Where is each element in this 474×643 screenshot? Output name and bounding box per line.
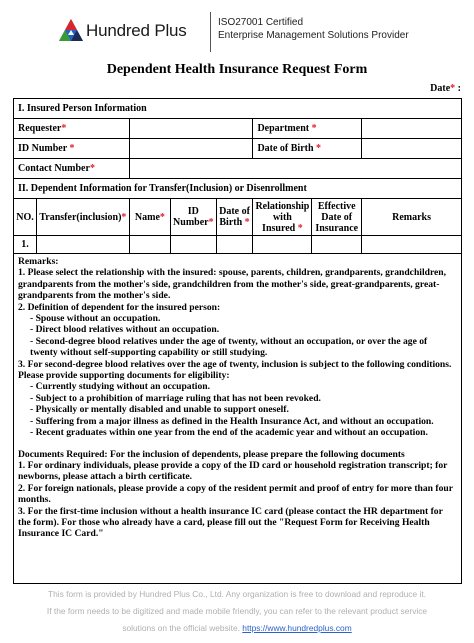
required-mark: * <box>450 83 456 94</box>
brand-name: Hundred Plus <box>86 21 187 40</box>
transfer-field[interactable] <box>36 236 129 254</box>
document-line: 3. For the first-time inclusion without a health insurance IC card (please contact the HR department for the form). For those who already have a card, please fill out the "Request Form for Receiving Health Insurance IC Card." <box>18 505 443 540</box>
col-effective-date: Effective Date of Insurance <box>312 199 362 236</box>
remark-line: - Physically or mentally disabled and unable to support oneself. <box>30 404 289 416</box>
requester-label: Requester* <box>14 119 130 139</box>
remark-line: - Currently studying without an occupation. <box>30 381 210 393</box>
date-label: Date <box>430 83 451 94</box>
dependent-row <box>14 236 462 254</box>
document-line: 2. For foreign nationals, please provide a copy of the resident permit and proof of entry for more than four months. <box>18 482 453 506</box>
footer-line-2: If the form needs to be digitized and made mobile friendly, you can refer to the relevant product service <box>46 606 428 616</box>
dependent-id-field[interactable] <box>171 236 217 254</box>
name-field[interactable] <box>129 236 170 254</box>
col-id-number: ID Number* <box>171 199 217 236</box>
col-date-of-birth: Date of Birth * <box>216 199 253 236</box>
effective-date-field[interactable] <box>312 236 362 254</box>
website-link[interactable]: https://www.hundredplus.com <box>242 623 352 633</box>
department-field[interactable] <box>362 119 462 139</box>
certification-text <box>218 16 409 42</box>
section-2-heading: II. Dependent Information for Transfer(Inclusion) or Disenrollment <box>14 179 462 199</box>
relationship-field[interactable] <box>253 236 312 254</box>
remark-line: - Spouse without an occupation. <box>30 313 161 325</box>
page-header <box>0 0 474 58</box>
remark-line: - Recent graduates within one year from the end of the academic year and without an occupation. <box>30 427 428 439</box>
id-number-field[interactable] <box>129 139 253 159</box>
cert-line-1: ISO27001 Certified <box>218 17 304 28</box>
form-title: Dependent Health Insurance Request Form <box>106 62 368 77</box>
col-relationship: Relationship with Insured * <box>253 199 312 236</box>
insurance-form-table <box>13 98 462 584</box>
footer-line-1: This form is provided by Hundred Plus Co., Ltd. Any organization is free to download and reproduce it. <box>47 589 426 599</box>
cert-line-2: Enterprise Management Solutions Provider <box>218 30 409 41</box>
col-no: NO. <box>14 199 37 236</box>
footer-line-3: solutions on the official website. https://www.hundredplus.com <box>122 623 352 633</box>
dependent-header-row <box>14 199 462 236</box>
remarks-heading: Remarks: <box>18 256 59 267</box>
section-1-heading: I. Insured Person Information <box>14 99 462 119</box>
remark-line: - Direct blood relatives without an occupation. <box>30 324 220 336</box>
id-number-label: ID Number * <box>14 139 130 159</box>
date-label-group <box>430 83 461 94</box>
documents-heading: Documents Required: For the inclusion of dependents, please prepare the following documents <box>18 448 405 460</box>
contact-number-field[interactable] <box>129 159 461 179</box>
remark-line: 1. Please select the relationship with the insured: spouse, parents, children, grandparents, grandchildren, grandparents from the mother's side, grandchildren from the mother's side, great-grandparents, great-grandparents from the mother's side. <box>18 267 447 302</box>
row-number: 1. <box>14 236 37 254</box>
dependent-dob-field[interactable] <box>216 236 253 254</box>
contact-number-label: Contact Number* <box>14 159 130 179</box>
requester-field[interactable] <box>129 119 253 139</box>
col-transfer: Transfer(inclusion)* <box>36 199 129 236</box>
remark-line: - Suffering from a major illness as defined in the Health Insurance Act, and without an occupation. <box>30 415 434 427</box>
col-remarks: Remarks <box>362 199 462 236</box>
remark-line: - Subject to a prohibition of marriage ruling that has not been revoked. <box>30 392 321 404</box>
remarks-notes <box>14 254 462 584</box>
document-line: 1. For ordinary individuals, please provide a copy of the ID card or household registration transcript; for newborns, please attach a birth certificate. <box>18 459 448 483</box>
page-footer <box>0 586 474 637</box>
remark-line: 2. Definition of dependent for the insured person: <box>18 301 221 313</box>
date-of-birth-field[interactable] <box>362 139 462 159</box>
tricolor-triangle-logo-icon <box>58 18 84 42</box>
remark-line: - Second-degree blood relatives under the age of twenty, without an occupation, or over the age of twenty without self-supporting capability or still studying. <box>30 335 428 359</box>
header-divider <box>210 12 211 52</box>
date-of-birth-label: Date of Birth * <box>253 139 362 159</box>
remarks-field[interactable] <box>362 236 462 254</box>
col-name: Name* <box>129 199 170 236</box>
remark-line: 3. For second-degree blood relatives over the age of twenty, inclusion is subject to the following conditions. Please provide supporting documents for eligibility: <box>18 358 452 382</box>
date-colon: : <box>455 83 461 94</box>
department-label: Department * <box>253 119 362 139</box>
